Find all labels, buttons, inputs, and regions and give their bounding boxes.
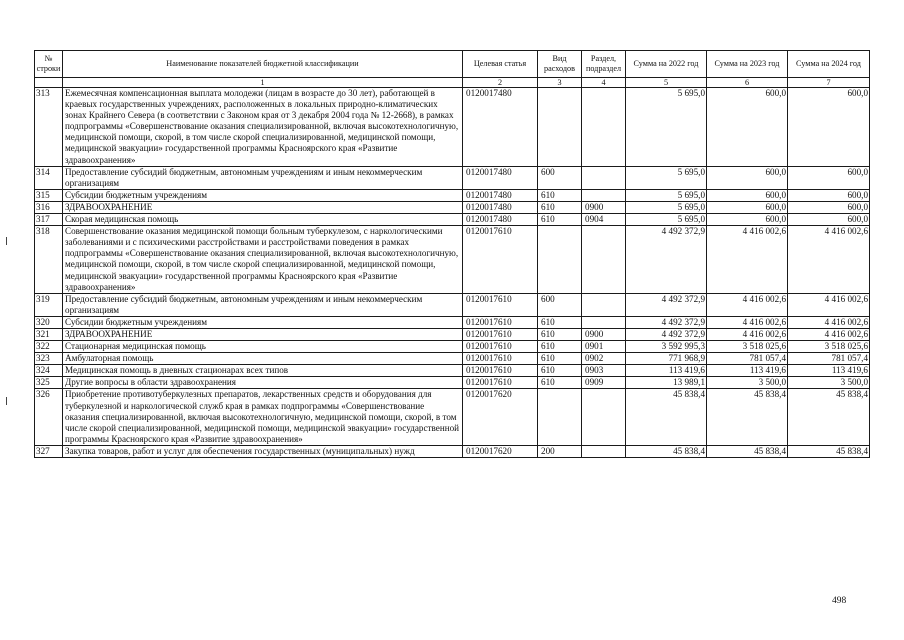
row-sum-2024: 4 416 002,6 — [788, 328, 870, 340]
header-sum-2022: Сумма на 2022 год — [626, 51, 707, 78]
row-sum-2022: 45 838,4 — [626, 389, 707, 445]
row-sum-2022: 4 492 372,9 — [626, 226, 707, 294]
column-number: 1 — [63, 78, 463, 88]
row-sum-2022: 4 492 372,9 — [626, 293, 707, 316]
row-number: 318 — [35, 226, 63, 294]
column-number — [35, 78, 63, 88]
row-name: Другие вопросы в области здравоохранения — [63, 377, 463, 389]
row-section: 0902 — [582, 353, 626, 365]
row-target-code: 0120017480 — [463, 214, 538, 226]
row-sum-2023: 600,0 — [707, 214, 788, 226]
table-row — [35, 293, 870, 316]
row-section: 0901 — [582, 341, 626, 353]
table-body — [35, 88, 870, 458]
row-sum-2022: 5 695,0 — [626, 166, 707, 189]
table-row — [35, 341, 870, 353]
row-sum-2022: 5 695,0 — [626, 88, 707, 167]
row-number: 320 — [35, 316, 63, 328]
row-expense-type: 610 — [538, 341, 582, 353]
row-sum-2024: 3 500,0 — [788, 377, 870, 389]
row-sum-2022: 113 419,6 — [626, 365, 707, 377]
row-sum-2023: 600,0 — [707, 201, 788, 213]
row-number: 315 — [35, 189, 63, 201]
table-row — [35, 365, 870, 377]
row-name: Ежемесячная компенсационная выплата молодежи (лицам в возрасте до 30 лет), работающей в краевых государственных учреждениях, расположенных в локальных природно-климатических зонах Крайнего Севера (в соответствии с Законом края от 3 декабря 2004 года № 12-2668), в рамках подпрограммы «Совершенствование оказания специализированной, включая высокотехнологичную, медицинской помощи, скорой, в том числе скорой специализированной, медицинской помощи, медицинской эвакуации» государственной программы Красноярского края «Развитие здравоохранения» — [63, 88, 463, 167]
row-target-code: 0120017610 — [463, 328, 538, 340]
row-expense-type: 610 — [538, 365, 582, 377]
row-expense-type: 200 — [538, 445, 582, 457]
row-sum-2024: 45 838,4 — [788, 445, 870, 457]
row-name: Приобретение противотуберкулезных препаратов, лекарственных средств и оборудования для туберкулезной и наркологической служб края в рамках подпрограммы «Совершенствование оказания специализированной, включая высокотехнологичную, медицинской помощи, скорой, в том числе скорой специализированной, медицинской помощи, медицинской эвакуации» государственной программы Красноярского края «Развитие здравоохранения» — [63, 389, 463, 445]
table-row — [35, 226, 870, 294]
row-expense-type: 610 — [538, 328, 582, 340]
row-sum-2022: 4 492 372,9 — [626, 328, 707, 340]
row-name: Амбулаторная помощь — [63, 353, 463, 365]
scan-margin-mark — [6, 397, 7, 405]
row-sum-2023: 45 838,4 — [707, 389, 788, 445]
row-sum-2024: 4 416 002,6 — [788, 293, 870, 316]
row-target-code: 0120017480 — [463, 189, 538, 201]
row-target-code: 0120017610 — [463, 377, 538, 389]
column-number-row — [35, 78, 870, 88]
row-section: 0900 — [582, 201, 626, 213]
row-section — [582, 445, 626, 457]
header-row-num: № строки — [35, 51, 63, 78]
row-sum-2022: 771 968,9 — [626, 353, 707, 365]
header-type: Вид расходов — [538, 51, 582, 78]
row-section — [582, 166, 626, 189]
header-target: Целевая статья — [463, 51, 538, 78]
row-sum-2023: 4 416 002,6 — [707, 293, 788, 316]
row-name: ЗДРАВООХРАНЕНИЕ — [63, 201, 463, 213]
row-name: Скорая медицинская помощь — [63, 214, 463, 226]
row-target-code: 0120017620 — [463, 389, 538, 445]
table-row — [35, 214, 870, 226]
header-row — [35, 51, 870, 78]
row-name: Стационарная медицинская помощь — [63, 341, 463, 353]
row-sum-2024: 113 419,6 — [788, 365, 870, 377]
row-sum-2023: 600,0 — [707, 166, 788, 189]
budget-table — [34, 50, 870, 458]
header-sum-2023: Сумма на 2023 год — [707, 51, 788, 78]
row-section — [582, 226, 626, 294]
row-sum-2023: 4 416 002,6 — [707, 328, 788, 340]
row-name: Предоставление субсидий бюджетным, автономным учреждениям и иным некоммерческим организациям — [63, 293, 463, 316]
row-section — [582, 316, 626, 328]
column-number: 2 — [463, 78, 538, 88]
row-expense-type: 600 — [538, 293, 582, 316]
table-row — [35, 189, 870, 201]
table-row — [35, 353, 870, 365]
row-sum-2023: 600,0 — [707, 189, 788, 201]
row-sum-2022: 3 592 995,3 — [626, 341, 707, 353]
row-section: 0903 — [582, 365, 626, 377]
row-sum-2024: 781 057,4 — [788, 353, 870, 365]
row-number: 313 — [35, 88, 63, 167]
table-row — [35, 201, 870, 213]
row-target-code: 0120017620 — [463, 445, 538, 457]
row-name: Закупка товаров, работ и услуг для обеспечения государственных (муниципальных) нужд — [63, 445, 463, 457]
row-sum-2023: 113 419,6 — [707, 365, 788, 377]
row-expense-type: 600 — [538, 166, 582, 189]
row-sum-2024: 4 416 002,6 — [788, 316, 870, 328]
row-sum-2022: 4 492 372,9 — [626, 316, 707, 328]
table-row — [35, 166, 870, 189]
row-sum-2022: 5 695,0 — [626, 189, 707, 201]
column-number: 6 — [707, 78, 788, 88]
row-target-code: 0120017480 — [463, 88, 538, 167]
header-name: Наименование показателей бюджетной классификации — [63, 51, 463, 78]
row-section — [582, 88, 626, 167]
header-section: Раздел, подраздел — [582, 51, 626, 78]
row-name: Предоставление субсидий бюджетным, автономным учреждениям и иным некоммерческим организациям — [63, 166, 463, 189]
scan-margin-mark — [6, 237, 7, 245]
table-row — [35, 377, 870, 389]
row-sum-2022: 13 989,1 — [626, 377, 707, 389]
row-sum-2023: 3 500,0 — [707, 377, 788, 389]
row-name: Медицинская помощь в дневных стационарах всех типов — [63, 365, 463, 377]
page-number: 498 — [832, 596, 847, 606]
row-sum-2022: 45 838,4 — [626, 445, 707, 457]
row-sum-2024: 3 518 025,6 — [788, 341, 870, 353]
row-section — [582, 293, 626, 316]
table-row — [35, 316, 870, 328]
row-number: 321 — [35, 328, 63, 340]
row-sum-2024: 600,0 — [788, 201, 870, 213]
row-target-code: 0120017610 — [463, 226, 538, 294]
row-number: 314 — [35, 166, 63, 189]
row-sum-2023: 3 518 025,6 — [707, 341, 788, 353]
row-expense-type: 610 — [538, 214, 582, 226]
row-sum-2022: 5 695,0 — [626, 214, 707, 226]
row-sum-2023: 4 416 002,6 — [707, 316, 788, 328]
column-number: 3 — [538, 78, 582, 88]
row-number: 316 — [35, 201, 63, 213]
row-section: 0900 — [582, 328, 626, 340]
row-target-code: 0120017480 — [463, 166, 538, 189]
row-number: 323 — [35, 353, 63, 365]
row-section: 0904 — [582, 214, 626, 226]
row-sum-2024: 600,0 — [788, 166, 870, 189]
row-name: Совершенствование оказания медицинской помощи больным туберкулезом, с наркологическими заболеваниями и с психическими расстройствами и расстройствами поведения в рамках подпрограммы «Совершенствование оказания специализированной, включая высокотехнологичную, медицинской помощи, скорой, в том числе скорой специализированной, медицинской помощи, медицинской эвакуации» государственной программы Красноярского края «Развитие здравоохранения» — [63, 226, 463, 294]
table-row — [35, 389, 870, 445]
column-number: 4 — [582, 78, 626, 88]
row-target-code: 0120017610 — [463, 293, 538, 316]
row-expense-type: 610 — [538, 201, 582, 213]
row-section — [582, 389, 626, 445]
row-expense-type — [538, 88, 582, 167]
table-row — [35, 445, 870, 457]
row-sum-2023: 45 838,4 — [707, 445, 788, 457]
row-number: 324 — [35, 365, 63, 377]
row-sum-2022: 5 695,0 — [626, 201, 707, 213]
row-expense-type: 610 — [538, 316, 582, 328]
row-section: 0909 — [582, 377, 626, 389]
row-sum-2023: 781 057,4 — [707, 353, 788, 365]
row-number: 319 — [35, 293, 63, 316]
column-number: 7 — [788, 78, 870, 88]
row-name: ЗДРАВООХРАНЕНИЕ — [63, 328, 463, 340]
row-expense-type — [538, 389, 582, 445]
row-name: Субсидии бюджетным учреждениям — [63, 316, 463, 328]
row-section — [582, 189, 626, 201]
row-sum-2024: 4 416 002,6 — [788, 226, 870, 294]
row-number: 327 — [35, 445, 63, 457]
row-target-code: 0120017610 — [463, 353, 538, 365]
row-number: 325 — [35, 377, 63, 389]
row-expense-type: 610 — [538, 353, 582, 365]
row-sum-2024: 600,0 — [788, 88, 870, 167]
row-number: 317 — [35, 214, 63, 226]
row-sum-2024: 45 838,4 — [788, 389, 870, 445]
row-expense-type — [538, 226, 582, 294]
row-target-code: 0120017480 — [463, 201, 538, 213]
row-target-code: 0120017610 — [463, 365, 538, 377]
row-name: Субсидии бюджетным учреждениям — [63, 189, 463, 201]
row-sum-2023: 4 416 002,6 — [707, 226, 788, 294]
row-expense-type: 610 — [538, 377, 582, 389]
row-sum-2023: 600,0 — [707, 88, 788, 167]
row-expense-type: 610 — [538, 189, 582, 201]
column-number: 5 — [626, 78, 707, 88]
row-target-code: 0120017610 — [463, 316, 538, 328]
header-sum-2024: Сумма на 2024 год — [788, 51, 870, 78]
table-row — [35, 328, 870, 340]
row-sum-2024: 600,0 — [788, 189, 870, 201]
row-target-code: 0120017610 — [463, 341, 538, 353]
row-number: 322 — [35, 341, 63, 353]
table-header — [35, 51, 870, 88]
row-number: 326 — [35, 389, 63, 445]
table-row — [35, 88, 870, 167]
row-sum-2024: 600,0 — [788, 214, 870, 226]
